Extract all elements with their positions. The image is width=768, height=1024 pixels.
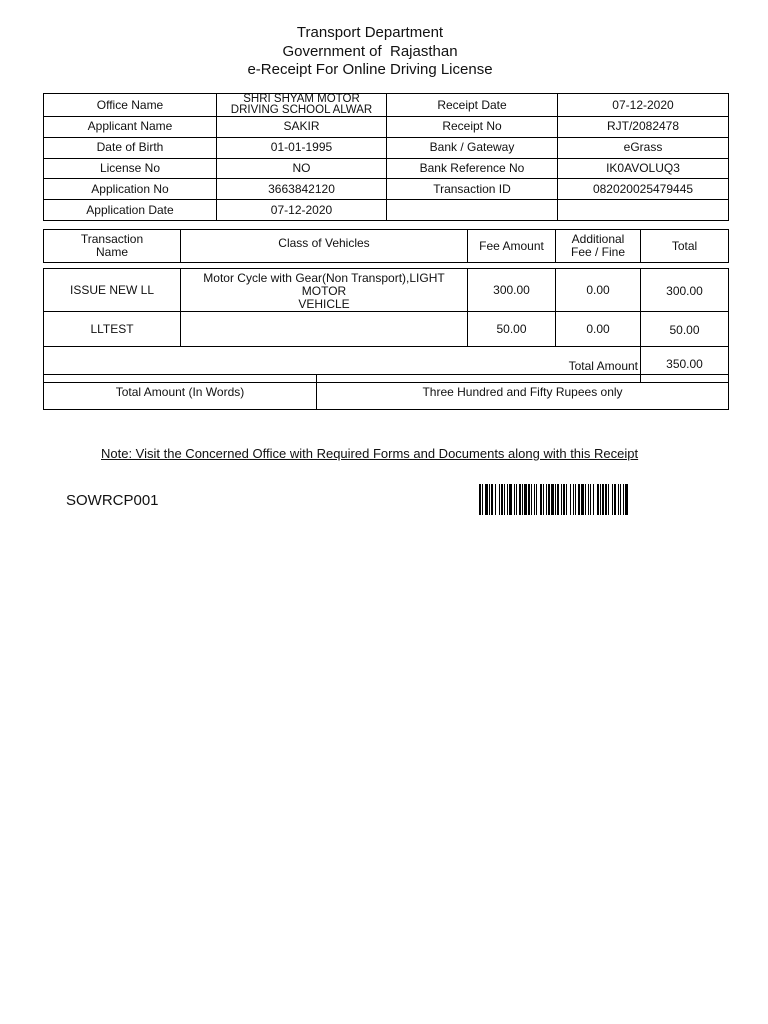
fee-row-additional: 0.00 [556, 312, 641, 347]
header-receipt-title: e-Receipt For Online Driving License [247, 61, 493, 78]
bank-gateway-label: Bank / Gateway [387, 137, 558, 158]
receipt-date-label: Receipt Date [387, 94, 558, 117]
transaction-id-value: 082020025479445 [558, 179, 729, 200]
fee-row-total: 300.00 [641, 269, 729, 312]
bank-gateway-value: eGrass [558, 137, 729, 158]
receipt-date-value: 07-12-2020 [558, 94, 729, 117]
table-row [44, 269, 729, 312]
fees-table [43, 229, 729, 383]
barcode-image [479, 484, 719, 515]
table-row [44, 179, 729, 200]
table-row [44, 117, 729, 138]
header-government: Government of Rajasthan [282, 43, 458, 60]
fee-row-class: Motor Cycle with Gear(Non Transport),LIGHT MOTOR VEHICLE [181, 269, 468, 312]
amount-in-words-value: Three Hundred and Fifty Rupees only [317, 375, 729, 410]
office-name-value: SHRI SHYAM MOTOR DRIVING SCHOOL ALWAR [217, 94, 387, 117]
table-row [44, 312, 729, 347]
license-no-label: License No [44, 158, 217, 179]
fee-row-fee: 300.00 [468, 269, 556, 312]
total-amount-value: 350.00 [641, 347, 729, 383]
applicant-info-table [43, 93, 729, 221]
fee-row-additional: 0.00 [556, 269, 641, 312]
amount-in-words-table [43, 374, 729, 410]
license-no-value: NO [217, 158, 387, 179]
col-additional-fee: Additional Fee / Fine [556, 230, 641, 263]
col-fee-amount: Fee Amount [468, 230, 556, 263]
receipt-code: SOWRCP001 [66, 492, 159, 509]
fee-row-name: ISSUE NEW LL [44, 269, 181, 312]
bank-ref-label: Bank Reference No [387, 158, 558, 179]
application-date-value: 07-12-2020 [217, 200, 387, 221]
col-class-of-vehicles: Class of Vehicles [181, 230, 468, 263]
total-amount-label: Total Amount [44, 347, 641, 383]
application-no-value: 3663842120 [217, 179, 387, 200]
dob-label: Date of Birth [44, 137, 217, 158]
bank-ref-value: IK0AVOLUQ3 [558, 158, 729, 179]
note-text: Note: Visit the Concerned Office with Required Forms and Documents along with this Receipt [101, 446, 639, 461]
header-department: Transport Department [296, 24, 444, 41]
office-name-label: Office Name [44, 94, 217, 117]
table-row [44, 158, 729, 179]
table-row [44, 137, 729, 158]
fee-row-total: 50.00 [641, 312, 729, 347]
table-row [44, 375, 729, 410]
applicant-name-value: SAKIR [217, 117, 387, 138]
fee-row-class [181, 312, 468, 347]
transaction-id-label: Transaction ID [387, 179, 558, 200]
empty-cell [387, 200, 558, 221]
table-row [44, 94, 729, 117]
col-transaction-name: Transaction Name [44, 230, 181, 263]
applicant-name-label: Applicant Name [44, 117, 217, 138]
fee-row-name: LLTEST [44, 312, 181, 347]
fee-row-fee: 50.00 [468, 312, 556, 347]
empty-cell [558, 200, 729, 221]
application-date-label: Application Date [44, 200, 217, 221]
application-no-label: Application No [44, 179, 217, 200]
receipt-no-value: RJT/2082478 [558, 117, 729, 138]
amount-in-words-label: Total Amount (In Words) [44, 375, 317, 410]
col-total: Total [641, 230, 729, 263]
fees-header-row [44, 230, 729, 263]
dob-value: 01-01-1995 [217, 137, 387, 158]
table-row [44, 200, 729, 221]
receipt-no-label: Receipt No [387, 117, 558, 138]
